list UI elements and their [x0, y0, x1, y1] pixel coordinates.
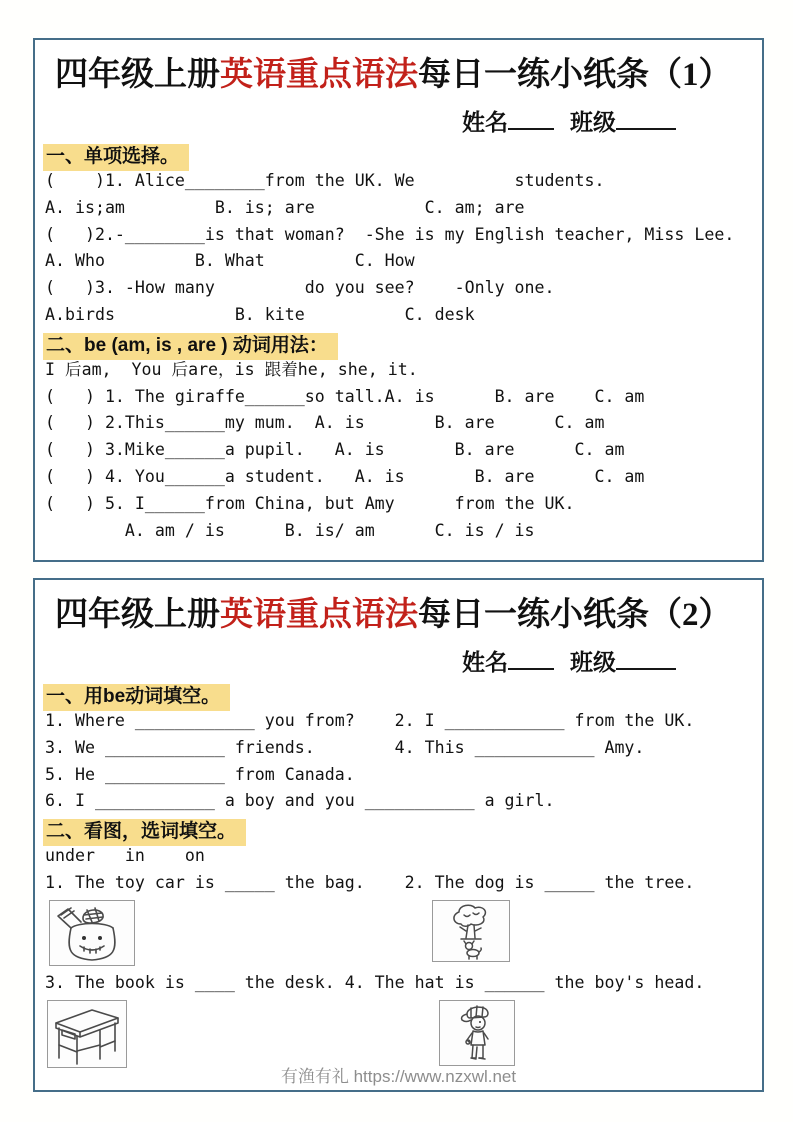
fill-blank-line: 1. Where ____________ you from? 2. I ____________ from the UK.: [45, 711, 695, 730]
picture-row-1: [35, 900, 762, 970]
class-label: 班级: [570, 650, 616, 675]
name-blank: [508, 114, 554, 130]
card2-title-red: 英语重点语法: [220, 597, 418, 633]
name-blank: [508, 654, 554, 670]
class-blank: [616, 654, 676, 670]
question-line: ( )1. Alice________from the UK. We students.: [45, 171, 605, 190]
question-line: ( )2.-________is that woman? -She is my English teacher, Miss Lee.: [45, 224, 735, 244]
card1-section1-header: 一、单项选择。: [43, 144, 189, 171]
name-label: 姓名: [462, 650, 508, 675]
class-blank: [616, 114, 676, 130]
picture-question-line: 1. The toy car is _____ the bag. 2. The dog is _____ the tree.: [45, 872, 695, 892]
card1-name-class-row: [35, 104, 762, 140]
options-line: A.birds B. kite C. desk: [45, 304, 475, 324]
watermark: 有渔有礼 https://www.nzxwl.net: [280, 1067, 517, 1086]
class-label: 班级: [570, 110, 616, 135]
fill-blank-line: 5. He ____________ from Canada.: [45, 764, 355, 784]
question-line: ( ) 1. The giraffe______so tall.A. is B. are C. am: [45, 386, 645, 406]
toy-car-in-bag-image: [49, 900, 135, 966]
card2-section1-header: 一、用be动词填空。: [43, 684, 230, 711]
card2-title-prefix: 四年级上册: [55, 597, 220, 633]
fill-blank-line: 6. I ____________ a boy and you ___________ a girl.: [45, 791, 555, 811]
question-line: ( )3. -How many do you see? -Only one.: [45, 278, 555, 298]
card1-title-prefix: 四年级上册: [55, 57, 220, 93]
question-line: ( ) 2.This______my mum. A. is B. are C. am: [45, 413, 605, 433]
options-line: A. is;am B. is; are C. am; are: [45, 197, 525, 217]
card2-name-class-row: [35, 644, 762, 680]
worksheet-card-2: [33, 578, 764, 1092]
card1-section2-header: 二、be (am, is , are ) 动词用法：: [43, 333, 338, 360]
grammar-note: I 后am, You 后are，is 跟着he, she, it.: [45, 359, 418, 379]
card2-title: [55, 592, 754, 638]
card2-title-suffix: 每日一练小纸条（2）: [418, 597, 732, 633]
name-label: 姓名: [462, 110, 508, 135]
card1-title-red: 英语重点语法: [220, 57, 418, 93]
worksheet-card-1: [33, 38, 764, 562]
card1-title: [55, 52, 754, 98]
card1-title-suffix: 每日一练小纸条（1）: [418, 57, 732, 93]
picture-question-line: 3. The book is ____ the desk. 4. The hat is ______ the boy's head.: [45, 972, 705, 992]
question-line: ( ) 4. You______a student. A. is B. are C. am: [45, 466, 645, 486]
card2-section2-header: 二、看图，选词填空。: [43, 819, 246, 846]
desk-image: [47, 1000, 127, 1068]
dog-under-tree-image: [432, 900, 510, 962]
options-line: A. Who B. What C. How: [45, 251, 415, 271]
fill-blank-line: 3. We ____________ friends. 4. This ____________ Amy.: [45, 737, 645, 757]
boy-with-hat-image: [439, 1000, 515, 1066]
question-line: ( ) 3.Mike______a pupil. A. is B. are C. am: [45, 440, 625, 460]
word-bank: under in on: [45, 846, 205, 866]
picture-row-2: [35, 1000, 762, 1070]
options-line: A. am / is B. is/ am C. is / is: [45, 520, 535, 540]
question-line: ( ) 5. I______from China, but Amy from the UK.: [45, 493, 575, 513]
